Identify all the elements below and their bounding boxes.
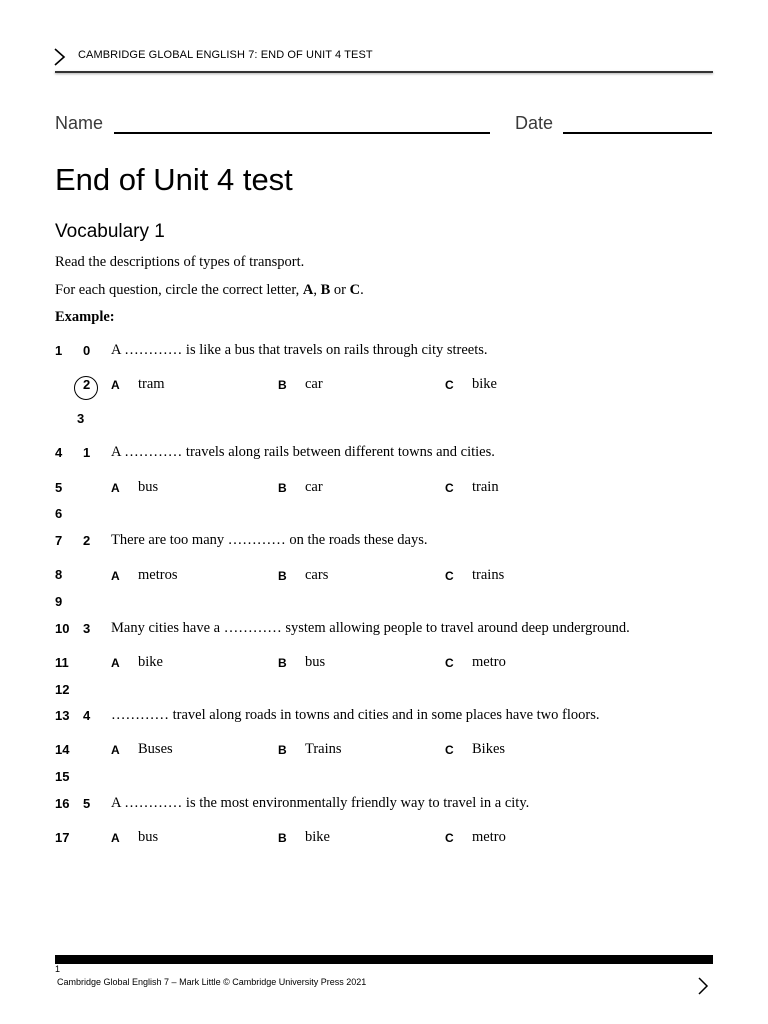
option-letter-a: A xyxy=(111,831,120,845)
option-c[interactable]: metro xyxy=(472,829,506,845)
line-number: 12 xyxy=(55,682,70,697)
option-letter-c: C xyxy=(445,831,454,845)
option-b[interactable]: cars xyxy=(305,567,329,583)
line-number: 3 xyxy=(77,411,85,426)
page-title: End of Unit 4 test xyxy=(55,162,293,197)
instruction-line-2: For each question, circle the correct letter, A, B or C. xyxy=(55,282,364,298)
question-text: Many cities have a ………… system allowing people to travel around deep underground. xyxy=(111,620,630,636)
option-a[interactable]: Buses xyxy=(138,741,173,757)
option-a[interactable]: bus xyxy=(138,829,159,845)
line-number: 1 xyxy=(55,343,63,358)
page-number: 1 xyxy=(55,964,61,974)
option-a[interactable]: metros xyxy=(138,567,178,583)
option-letter-a: A xyxy=(111,481,120,495)
option-c[interactable]: Bikes xyxy=(472,741,506,757)
option-letter-b: B xyxy=(278,481,287,495)
footer-rule xyxy=(55,955,713,964)
line-number: 16 xyxy=(55,796,70,811)
question-number: 2 xyxy=(83,533,91,548)
circle-annotation xyxy=(74,376,98,400)
question-number: 0 xyxy=(83,343,91,358)
option-letter-b: B xyxy=(278,656,287,670)
question-number: 4 xyxy=(83,708,91,723)
option-letter-b: B xyxy=(278,831,287,845)
option-b[interactable]: car xyxy=(305,376,323,392)
question-text: A ………… is like a bus that travels on rails through city streets. xyxy=(111,342,488,358)
option-c[interactable]: trains xyxy=(472,567,505,583)
question-text: A ………… is the most environmentally friendly way to travel in a city. xyxy=(111,795,530,811)
name-label: Name xyxy=(55,113,104,133)
date-label: Date xyxy=(515,113,554,133)
option-letter-a: A xyxy=(111,569,120,583)
option-a[interactable]: bike xyxy=(138,654,163,670)
question-number: 5 xyxy=(83,796,91,811)
chevron-right-icon xyxy=(52,47,68,67)
option-letter-c: C xyxy=(445,569,454,583)
line-number: 17 xyxy=(55,830,70,845)
option-a[interactable]: bus xyxy=(138,479,159,495)
question-text: A ………… travels along rails between different towns and cities. xyxy=(111,444,495,460)
option-letter-a: A xyxy=(111,656,120,670)
option-letter-b: B xyxy=(278,743,287,757)
question-number: 3 xyxy=(83,621,91,636)
option-letter-c: C xyxy=(445,378,454,392)
option-letter-a: A xyxy=(111,378,120,392)
option-b[interactable]: bus xyxy=(305,654,326,670)
option-letter-b: B xyxy=(278,378,287,392)
header-rule xyxy=(55,71,713,73)
next-page-chevron-icon[interactable] xyxy=(696,976,710,996)
line-number: 4 xyxy=(55,445,63,460)
line-number: 6 xyxy=(55,506,63,521)
option-b[interactable]: bike xyxy=(305,829,330,845)
option-letter-c: C xyxy=(445,481,454,495)
question-number: 1 xyxy=(83,445,91,460)
question-text: ………… travel along roads in towns and cities and in some places have two floors. xyxy=(111,707,600,723)
line-number: 11 xyxy=(55,655,69,670)
line-number: 10 xyxy=(55,621,70,636)
line-number: 14 xyxy=(55,742,70,757)
question-text: There are too many ………… on the roads these days. xyxy=(111,532,428,548)
name-field[interactable] xyxy=(114,132,490,134)
running-header: CAMBRIDGE GLOBAL ENGLISH 7: END OF UNIT 4 TEST xyxy=(78,49,373,61)
option-c[interactable]: train xyxy=(472,479,499,495)
instruction-line-1: Read the descriptions of types of transport. xyxy=(55,254,305,270)
line-number: 15 xyxy=(55,769,70,784)
option-c[interactable]: bike xyxy=(472,376,497,392)
line-number: 13 xyxy=(55,708,70,723)
example-label: Example: xyxy=(55,309,115,325)
option-letter-b: B xyxy=(278,569,287,583)
line-number: 7 xyxy=(55,533,63,548)
option-b[interactable]: car xyxy=(305,479,323,495)
line-number: 5 xyxy=(55,480,63,495)
footer-copyright: Cambridge Global English 7 – Mark Little © Cambridge University Press 2021 xyxy=(57,977,367,987)
line-number: 2 xyxy=(83,377,91,392)
option-a[interactable]: tram xyxy=(138,376,165,392)
line-number: 9 xyxy=(55,594,63,609)
option-letter-c: C xyxy=(445,743,454,757)
date-field[interactable] xyxy=(563,132,712,134)
section-heading: Vocabulary 1 xyxy=(55,221,165,242)
option-c[interactable]: metro xyxy=(472,654,506,670)
line-number: 8 xyxy=(55,567,63,582)
option-b[interactable]: Trains xyxy=(305,741,342,757)
option-letter-a: A xyxy=(111,743,120,757)
option-letter-c: C xyxy=(445,656,454,670)
